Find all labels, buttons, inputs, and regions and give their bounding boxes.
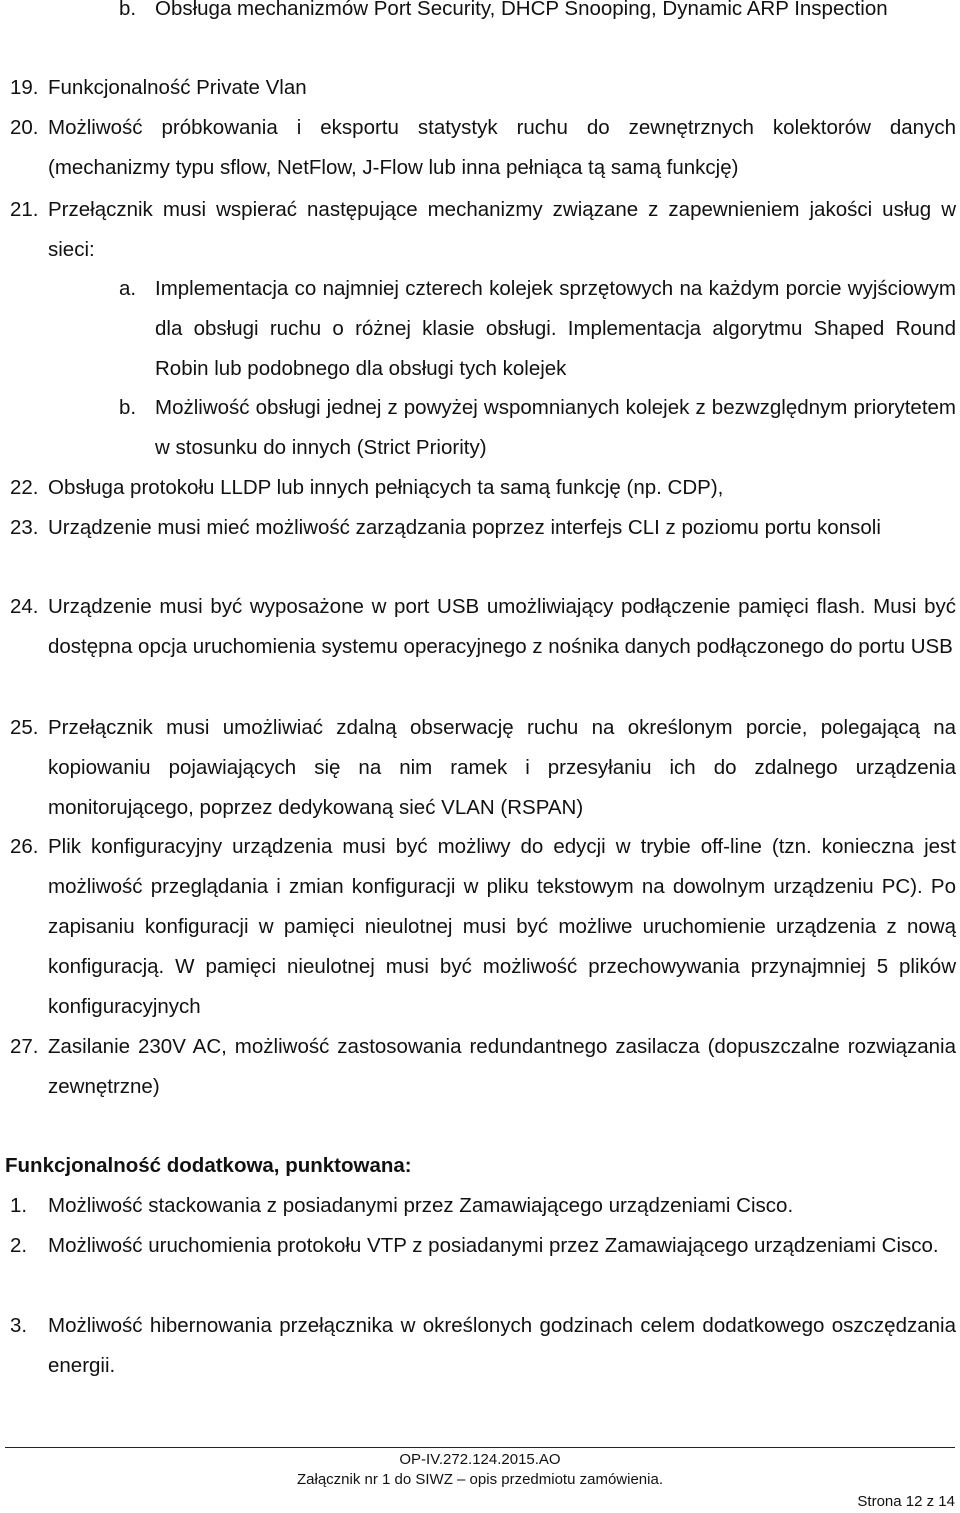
list-item: [10, 190, 956, 270]
list-item: [10, 1186, 956, 1226]
section-heading: Funkcjonalność dodatkowa, punktowana:: [5, 1154, 412, 1177]
footer-description: Załącznik nr 1 do SIWZ – opis przedmiotu zamówienia.: [297, 1471, 663, 1488]
item-text: Przełącznik musi wspierać następujące mechanizmy związane z zapewnieniem jakości usług w sieci:: [48, 198, 956, 261]
list-item: [10, 1027, 956, 1107]
item-text: Funkcjonalność Private Vlan: [48, 76, 307, 99]
item-number: 22.: [10, 476, 39, 499]
list-item: [10, 587, 956, 667]
list-item: [10, 468, 956, 508]
item-text: Możliwość hibernowania przełącznika w określonych godzinach celem dodatkowego oszczędzania energii.: [48, 1314, 956, 1377]
item-number: 19.: [10, 76, 39, 99]
list-item: [10, 68, 956, 108]
list-item: [10, 1226, 956, 1266]
footer-reference: OP-IV.272.124.2015.AO: [399, 1451, 561, 1468]
item-text: Urządzenie musi być wyposażone w port USB umożliwiający podłączenie pamięci flash. Musi być dostępna opcja uruchomienia systemu operacyjnego z nośnika danych podłączonego do portu USB: [48, 595, 956, 658]
item-text: Możliwość uruchomienia protokołu VTP z posiadanymi przez Zamawiającego urządzeniami Cisco.: [48, 1234, 939, 1257]
footer-divider: [5, 1447, 955, 1448]
item-text: Możliwość próbkowania i eksportu statystyk ruchu do zewnętrznych kolektorów danych (mechanizmy typu sflow, NetFlow, J-Flow lub inna pełniąca tą samą funkcję): [48, 116, 956, 179]
item-text: Urządzenie musi mieć możliwość zarządzania poprzez interfejs CLI z poziomu portu konsoli: [48, 516, 881, 539]
item-number: 21.: [10, 198, 39, 221]
item-number: b.: [119, 396, 137, 419]
item-number: 23.: [10, 516, 39, 539]
item-text: Obsługa mechanizmów Port Security, DHCP Snooping, Dynamic ARP Inspection: [155, 0, 888, 20]
item-text: Przełącznik musi umożliwiać zdalną obserwację ruchu na określonym porcie, polegającą na kopiowaniu pojawiających się na nim ramek i przesyłaniu ich do zdalnego urządzenia monitorującego, poprzez dedykowaną sieć VLAN (RSPAN): [48, 716, 956, 819]
item-number: a.: [119, 277, 137, 300]
list-item: [119, 388, 956, 468]
item-text: Możliwość stackowania z posiadanymi przez Zamawiającego urządzeniami Cisco.: [48, 1194, 794, 1217]
item-number: b.: [119, 0, 137, 20]
list-item: [10, 827, 956, 1027]
item-number: 25.: [10, 716, 39, 739]
item-text: Plik konfiguracyjny urządzenia musi być możliwy do edycji w trybie off-line (tzn. konieczna jest możliwość przeglądania i zmian konfiguracji w pliku tekstowym na dowolnym urządzeniu PC). Po zapisaniu konfiguracji w pamięci nieulotnej musi być możliwe uruchomienie urządzenia z nową konfiguracją. W pamięci nieulotnej musi być możliwość przechowywania przynajmniej 5 plików konfiguracyjnych: [48, 835, 956, 1018]
list-item: [119, 269, 956, 389]
list-item: [10, 1306, 956, 1386]
list-item: [10, 708, 956, 828]
list-item: [119, 0, 956, 29]
item-text: Możliwość obsługi jednej z powyżej wspomnianych kolejek z bezwzględnym priorytetem w stosunku do innych (Strict Priority): [155, 396, 956, 459]
item-number: 20.: [10, 116, 39, 139]
item-number: 3.: [10, 1314, 28, 1337]
item-number: 1.: [10, 1194, 28, 1217]
page-number: Strona 12 z 14: [857, 1493, 955, 1510]
item-text: Zasilanie 230V AC, możliwość zastosowania redundantnego zasilacza (dopuszczalne rozwiązania zewnętrzne): [48, 1035, 956, 1098]
list-item: [10, 508, 956, 548]
item-number: 24.: [10, 595, 39, 618]
item-number: 26.: [10, 835, 39, 858]
item-text: Implementacja co najmniej czterech kolejek sprzętowych na każdym porcie wyjściowym dla obsługi ruchu o różnej klasie obsługi. Implementacja algorytmu Shaped Round Robin lub podobnego dla obsługi tych kolejek: [155, 277, 956, 380]
item-number: 27.: [10, 1035, 39, 1058]
item-text: Obsługa protokołu LLDP lub innych pełniących ta samą funkcję (np. CDP),: [48, 476, 724, 499]
list-item: [10, 108, 956, 188]
item-number: 2.: [10, 1234, 28, 1257]
